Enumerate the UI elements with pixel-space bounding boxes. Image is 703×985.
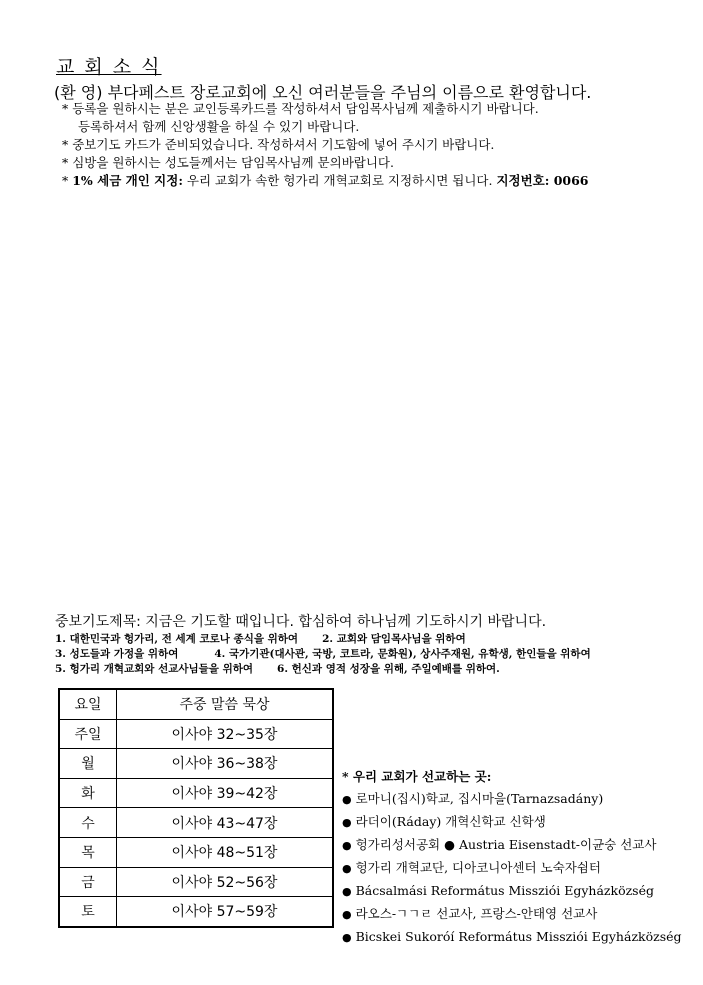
reading-cell: 이사야 39~42장	[117, 778, 334, 808]
reading-cell: 이사야 52~56장	[117, 867, 334, 897]
bullet-icon: *	[62, 155, 69, 170]
prayer-item: 5. 헝가리 개혁교회와 선교사님들을 위하여	[55, 663, 254, 675]
bullet-icon: ●	[342, 931, 352, 944]
mission-text: 헝가리성서공회 ● Austria Eisenstadt-이균숭 선교사	[355, 837, 657, 852]
reading-cell: 이사야 57~59장	[117, 897, 334, 927]
welcome-message: (환 영) 부다페스트 장로교회에 오신 여러분들을 주님의 이름으로 환영합니다.	[54, 83, 592, 102]
list-item	[342, 903, 682, 926]
bullet-icon: *	[62, 137, 69, 152]
news-text: 중보기도 카드가 준비되었습니다. 작성하셔서 기도함에 넣어 주시기 바랍니다.	[72, 137, 495, 152]
list-item	[342, 880, 682, 903]
bullet-icon: ●	[342, 862, 352, 875]
reading-cell: 이사야 48~51장	[117, 837, 334, 867]
news-item	[62, 136, 589, 154]
bullet-icon: ●	[342, 793, 352, 806]
bullet-icon: *	[62, 101, 69, 116]
bullet-icon: *	[62, 173, 69, 188]
list-item	[342, 926, 682, 949]
news-item	[62, 118, 589, 136]
day-cell: 토	[59, 897, 117, 927]
day-cell: 주일	[59, 719, 117, 749]
mission-text: 헝가리 개혁교단, 디아코니아센터 노숙자쉼터	[355, 860, 601, 875]
mission-text: 로마니(집시)학교, 집시마을(Tarnazsadány)	[355, 791, 604, 806]
reading-cell: 이사야 36~38장	[117, 749, 334, 779]
news-text: 등록을 원하시는 분은 교인등록카드를 작성하셔서 담임목사님께 제출하시기 바랍니다.	[72, 101, 539, 116]
day-cell: 화	[59, 778, 117, 808]
mission-text: Bicskei Sukoróí Református Missziói Egyházközség	[355, 929, 682, 944]
day-cell: 월	[59, 749, 117, 779]
bullet-icon: ●	[342, 908, 352, 921]
mission-text: 라더이(Ráday) 개혁신학교 신학생	[355, 814, 546, 829]
mission-text: 라오스-ㄱㄱㄹ 선교사, 프랑스-안태영 선교사	[355, 906, 598, 921]
prayer-item: 6. 헌신과 영적 성장을 위해, 주일예배를 위하여.	[277, 663, 500, 675]
list-item	[342, 788, 682, 811]
prayer-item: 3. 성도들과 가정을 위하여	[55, 648, 179, 660]
table-row	[59, 719, 333, 749]
mission-text: Bácsalmási Református Missziói Egyházközség	[355, 883, 654, 898]
prayer-item: 2. 교회와 담임목사님을 위하여	[322, 633, 466, 645]
tax-designation	[62, 172, 589, 190]
day-cell: 수	[59, 808, 117, 838]
day-header: 요일	[59, 689, 117, 719]
bullet-icon: ●	[342, 816, 352, 829]
table-row	[59, 837, 333, 867]
meditation-schedule-table	[58, 688, 334, 928]
reading-cell: 이사야 32~35장	[117, 719, 334, 749]
list-item	[342, 834, 682, 857]
list-item	[342, 857, 682, 880]
day-cell: 금	[59, 867, 117, 897]
table-row	[59, 897, 333, 927]
bullet-icon: ●	[342, 839, 352, 852]
tax-label: 1% 세금 개인 지정:	[72, 173, 183, 188]
table-row	[59, 867, 333, 897]
news-list	[62, 100, 589, 190]
table-row	[59, 778, 333, 808]
news-item	[62, 154, 589, 172]
news-text: 등록하셔서 함께 신앙생활을 하실 수 있기 바랍니다.	[78, 119, 360, 134]
missions-title: * 우리 교회가 선교하는 곳:	[342, 769, 492, 784]
news-item	[62, 100, 589, 118]
news-text: 심방을 원하시는 성도들께서는 담임목사님께 문의바랍니다.	[72, 155, 394, 170]
day-cell: 목	[59, 837, 117, 867]
missions-list	[342, 766, 682, 949]
table-row	[59, 808, 333, 838]
bullet-icon: ●	[342, 885, 352, 898]
prayer-item: 4. 국가기관(대사관, 국방, 코트라, 문화원), 상사주재원, 유학생, 한인들을 위하여	[214, 648, 591, 660]
reading-cell: 이사야 43~47장	[117, 808, 334, 838]
table-row	[59, 749, 333, 779]
tax-code: 지정번호: 0066	[496, 173, 589, 188]
prayer-title: 중보기도제목: 지금은 기도할 때입니다. 합심하여 하나님께 기도하시기 바랍니다.	[55, 614, 547, 630]
tax-text: 우리 교회가 속한 헝가리 개혁교회로 지정하시면 됩니다.	[182, 173, 497, 188]
prayer-item: 1. 대한민국과 헝가리, 전 세계 코로나 종식을 위하여	[55, 633, 299, 645]
list-item	[342, 811, 682, 834]
reading-header: 주중 말씀 묵상	[117, 689, 334, 719]
table-header-row	[59, 689, 333, 719]
page-title: 교 회 소 식	[56, 56, 162, 78]
prayer-list	[55, 632, 591, 677]
